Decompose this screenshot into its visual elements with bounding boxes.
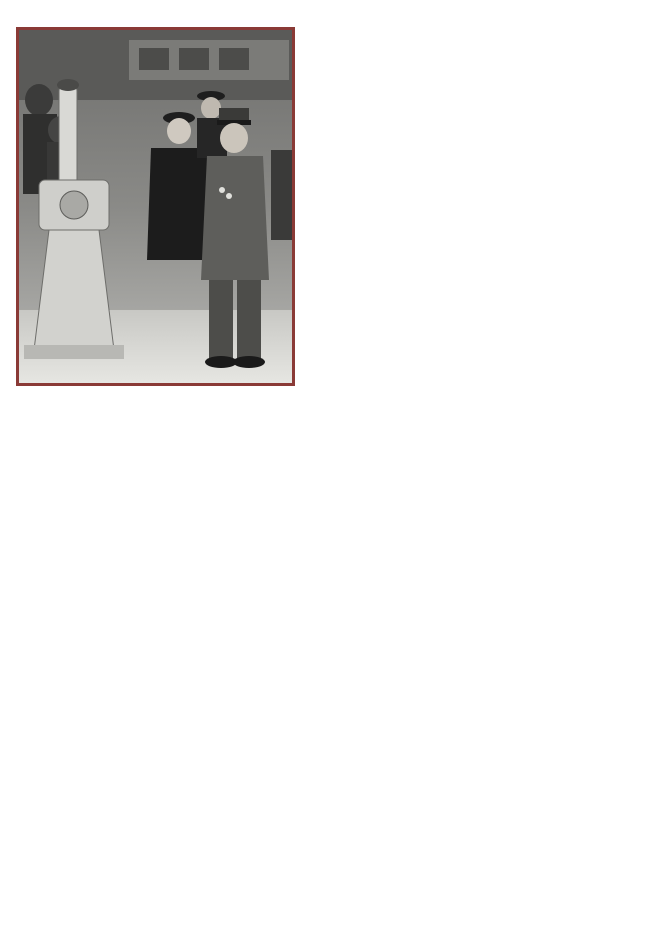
historical-photo-general-mangin — [16, 27, 295, 386]
photo-row — [16, 27, 640, 386]
document-page — [16, 8, 640, 386]
